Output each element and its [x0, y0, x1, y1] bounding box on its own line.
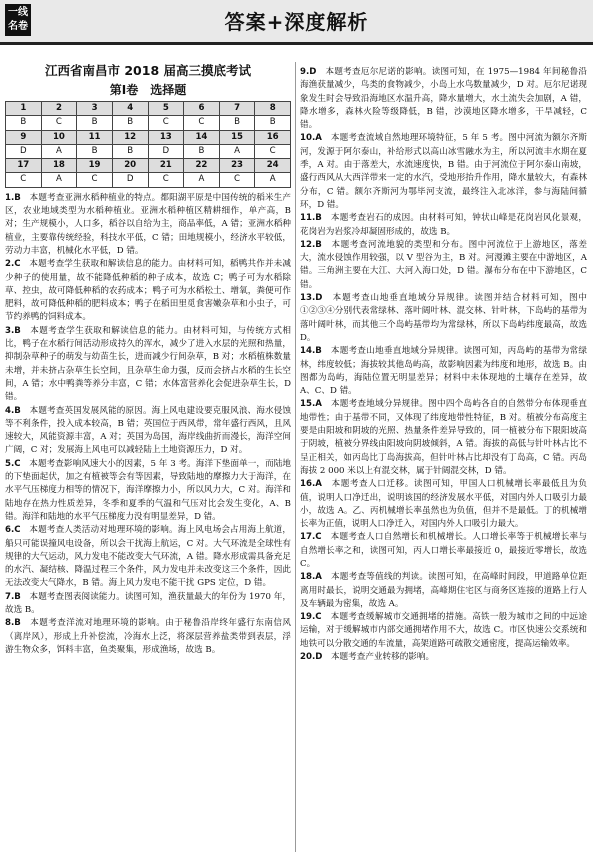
- item-text: 本题考查等值线的判读。读图可知，在高峰时间段，甲道路单位距离用时最长，说明交通最为拥堵，高峰期住宅区与商务区连接的道路上行人及车辆最为密集，故选 A。: [300, 572, 587, 609]
- item-text: 本题考查岩石的成因。由材料可知，钟状山峰是花岗岩风化景观，花岗岩为岩浆冷却凝固形成的，故选 B。: [300, 213, 587, 237]
- question-number-cell: 4: [112, 102, 148, 116]
- answer-cell: D: [6, 144, 42, 158]
- explanation-item: [300, 292, 587, 345]
- item-number: 20.D: [300, 652, 323, 663]
- item-text: 本题考查英国发展风能的原因。海上风电建设要克服风浪、海水侵蚀等不利条件，投入成本较高，B 错；英国位于西风带，常年盛行西风，且风速较大，风能资源丰富，A 对；英国为岛国，海岸线曲折而漫长，海洋空间广阔，C 对；发展海上风电可以减轻陆上土地资源压力，D 对。: [5, 405, 291, 456]
- item-text: 本题考查地域分异规律。图中四个岛屿各自的自然带分布体现垂直地带性；由于基带不同，又体现了纬度地带性特征，B 对。植被分布高度主要是由阳坡和阴坡的光照、热量条件差异导致的，同一植被分布下限阳坡高于阴坡，植被分界线由阳坡向阴坡倾斜，A 错。海拔的高低与针叶林占比不呈正相关，如丙岛比丁岛海拔高，但针叶林占比却没有丁岛高，C 错。丙岛海拔 2 000 米以上有混交林，属于针阔混交林，D 错。: [300, 399, 587, 476]
- right-column: [300, 66, 587, 664]
- item-number: 5.C: [5, 458, 21, 469]
- item-number: 2.C: [5, 259, 21, 270]
- explanation-item: [5, 617, 291, 657]
- answer-cell: C: [255, 144, 291, 158]
- answer-cell: B: [6, 116, 42, 130]
- question-number-cell: 16: [255, 130, 291, 144]
- answer-cell: B: [255, 116, 291, 130]
- answer-cell: B: [77, 144, 113, 158]
- question-number-cell: 10: [41, 130, 77, 144]
- answer-number-row: [6, 130, 291, 144]
- question-number-cell: 13: [148, 130, 184, 144]
- question-number-cell: 12: [112, 130, 148, 144]
- answer-key-row: [6, 116, 291, 130]
- answer-cell: C: [6, 173, 42, 187]
- badge-line-1: 一线: [8, 7, 28, 18]
- explanation-item: [300, 398, 587, 478]
- answer-cell: B: [219, 116, 255, 130]
- explanation-item: [300, 239, 587, 292]
- question-number-cell: 18: [41, 159, 77, 173]
- item-number: 12.B: [300, 239, 322, 250]
- exam-title: 江西省南昌市 2018 届高三摸底考试: [45, 63, 251, 78]
- item-text: 本题考查洋流对地理环境的影响。由于秘鲁沿岸终年盛行东南信风（离岸风），形成上升补偿流，冷海水上泛，将深层营养盐类带到表层，浮游生物众多，饵料丰富，鱼类聚集，形成渔场，故选 B。: [5, 618, 291, 655]
- column-divider: [295, 62, 296, 852]
- question-number-cell: 14: [184, 130, 220, 144]
- question-number-cell: 24: [255, 159, 291, 173]
- item-number: 11.B: [300, 213, 322, 224]
- item-text: 本题考查河流地貌的类型和分布。图中河流位于上游地区，落差大，流水侵蚀作用较强，以 V 型谷为主，B 对。河漫滩主要在中游地区，A 错。三角洲主要在大江、大河入海口处，D 错。瀑布分布在中下游地区，C 错。: [300, 239, 587, 290]
- explanation-item: [5, 524, 291, 590]
- item-text: 本题考查亚洲水稻种植业的特点。都阳湖平原是中国传统的稻米生产区，农业地域类型为水稻种植业。亚洲水稻种植区精耕细作，单产高，B 对；生产规模小，人口多，稻谷以自给为主，商品率低，A 错；亚洲水稻种植业，主要靠传统经验，科技水平低，C 错；田地规模小，经济水平较低，劳动力丰富，机械化水平低，D 错。: [5, 192, 291, 256]
- answer-key-row: [6, 144, 291, 158]
- question-number-cell: 7: [219, 102, 255, 116]
- question-number-cell: 23: [219, 159, 255, 173]
- answer-cell: B: [112, 116, 148, 130]
- answer-cell: C: [219, 173, 255, 187]
- explanation-item: [300, 611, 587, 651]
- item-text: 本题考查图表阅读能力。读图可知，渔获量最大的年份为 1970 年，故选 B。: [5, 591, 291, 615]
- item-text: 本题考查流域自然地理环境特征，5 年 5 考。图中河流为额尔齐斯河，发源于阿尔泰山，补给形式以高山冰雪融水为主，所以河流丰水期在夏季，A 对。由于落差大，水流速度快，B 错。由于河流位于阿尔泰山南坡，盛行西风从大西洋带来一定的水汽，受地形抬升作用，降水量较大，有森林分布，C 错。额尔齐斯河为鄂毕河支流，最终注入北冰洋，参与海陆间循环，D 错。: [300, 133, 587, 210]
- answer-cell: C: [77, 173, 113, 187]
- explanation-item: [300, 132, 587, 212]
- answer-cell: A: [255, 173, 291, 187]
- question-number-cell: 19: [77, 159, 113, 173]
- item-text: 本题考查学生获取和解读信息的能力。由材料可知，与传统方式相比，鸭子在水稻行间活动形成持久的浑水，减少了进入水层的光照和热量，抑制杂草种子的萌发与幼苗生长，进而减少行间杂草，B 对；水稻植株数量未增，并未挤占杂草生长空间，且杂草生命力强，反而会挤占水稻的生长空间，A 错；水中鸭粪等养分丰富，C 错；水体富营养化会促进杂草生长，D 错。: [5, 325, 291, 403]
- item-text: 本题考查山地垂直地域分异规律。读图可知，丙岛屿的基带为常绿林，纬度较低；海拔较其他岛屿高，故影响因素为纬度和地形，故选 B。由图都为岛屿，海陆位置无明显差异；材料中未体现地的土壤存在差异，故 A、C、D 错。: [300, 346, 587, 397]
- item-number: 6.C: [5, 525, 21, 536]
- question-number-cell: 20: [112, 159, 148, 173]
- question-number-cell: 22: [184, 159, 220, 173]
- badge-line-2: 名卷: [8, 21, 28, 32]
- item-number: 17.C: [300, 532, 322, 543]
- item-text: 本题考查产业转移的影响。: [322, 652, 435, 663]
- answer-cell: D: [148, 144, 184, 158]
- item-number: 19.C: [300, 612, 322, 623]
- item-text: 本题考查山地垂直地域分异规律。读图并结合材料可知，图中①②③④分别代表常绿林、落叶阔叶林、混交林、针叶林，下岛屿的基带为落叶阔叶林，而其他三个岛屿基带均为常绿林，所以下岛屿纬度最高，故选 D。: [300, 293, 587, 343]
- item-number: 1.B: [5, 192, 21, 203]
- item-text: 本题考查影响风速大小的因素，5 年 3 考。海洋下垫面单一，而陆地的下垫面起伏，加之有植被等会有等因素，导致陆地的摩擦力大于海洋，在水平气压梯度力相等的情况下，海洋摩擦力小，所以风力大，C 对。海洋和陆地存在热力性质差异，冬季和夏季的气温和气压对比会发生变化，A、B 错。海洋和陆地的水平气压梯度力没有明显差异，D 错。: [5, 458, 291, 522]
- explanation-item: [5, 192, 291, 258]
- question-number-cell: 17: [6, 159, 42, 173]
- question-number-cell: 3: [77, 102, 113, 116]
- explanation-item: [5, 591, 291, 618]
- answer-key-row: [6, 173, 291, 187]
- item-number: 13.D: [300, 293, 323, 304]
- answer-cell: C: [148, 173, 184, 187]
- item-number: 7.B: [5, 591, 21, 602]
- answer-cell: C: [148, 116, 184, 130]
- left-explanations: [5, 192, 291, 657]
- item-number: 14.B: [300, 346, 322, 357]
- page-title: 答案+深度解析: [224, 10, 369, 34]
- left-column: [5, 62, 291, 657]
- item-number: 3.B: [5, 325, 21, 336]
- explanation-item: [5, 325, 291, 405]
- question-number-cell: 8: [255, 102, 291, 116]
- header-rule: [0, 42, 593, 45]
- explanation-item: [300, 571, 587, 611]
- section-title: 第Ⅰ卷 选择题: [109, 83, 187, 97]
- question-number-cell: 11: [77, 130, 113, 144]
- item-text: 本题考查人口迁移。读图可知，甲国人口机械增长率最低且为负值，说明人口净迁出，说明该国的经济发展水平低，对国内外人口吸引力最小，故选 A。乙、丙机械增长率虽然也为负值，但并不是最低。丁的机械增长率为正值，说明人口净迁入，对国内外人口吸引力最大。: [300, 479, 587, 530]
- item-number: 16.A: [300, 479, 322, 490]
- question-number-cell: 5: [148, 102, 184, 116]
- item-text: 本题考查人口自然增长和机械增长。人口增长率等于机械增长率与自然增长率之和，读图可知，丙人口增长率最接近 0，最接近零增长，故选 C。: [300, 532, 587, 569]
- item-number: 15.A: [300, 399, 322, 410]
- explanation-item: [300, 66, 587, 132]
- explanation-item: [300, 478, 587, 531]
- item-text: 本题考查厄尔尼诺的影响。读图可知，在 1975—1984 年间秘鲁沿海渔获量减少，鸟类的食物减少，小岛上水鸟数量减少，D 对。厄尔尼诺现象发生时会导致沿海地区水温升高，降水量增大，水土流失会加剧，A 错，降水增多，森林火险等级降低，B 错，沙漠地区降水增多，干旱减轻，C 错。: [300, 67, 587, 131]
- answer-number-row: [6, 159, 291, 173]
- item-number: 8.B: [5, 618, 21, 629]
- item-text: 本题考查缓解城市交通拥堵的措施。高铁一般为城市之间的中远途运输，对于缓解城市内部交通拥堵作用不大，故选 C。市区快速公交系统和地铁可以分散交通的车流量，高架道路可疏散交通密度，提高运输效率。: [300, 612, 587, 649]
- explanation-item: [5, 458, 291, 524]
- item-text: 本题考查学生获取和解读信息的能力。由材料可知，稻鸭共作并未减少种子的使用量，故不能降低种稻的种子成本，故选 C；鸭子可为水稻除草、控虫，故可降低种稻的农药成本；鸭子可为水稻松土、增氧，粪便可作肥料，故可降低种稻的肥料成本；鸭子在稻田里觅食害嫩杂草和小虫子，可节约养鸭的饲料成本。: [5, 259, 291, 323]
- item-number: 9.D: [300, 67, 317, 77]
- explanation-item: [300, 212, 587, 239]
- answer-cell: B: [77, 116, 113, 130]
- answer-cell: B: [112, 144, 148, 158]
- question-number-cell: 15: [219, 130, 255, 144]
- answer-cell: D: [112, 173, 148, 187]
- item-number: 4.B: [5, 405, 21, 416]
- question-number-cell: 2: [41, 102, 77, 116]
- answer-cell: A: [41, 173, 77, 187]
- question-number-cell: 21: [148, 159, 184, 173]
- answer-cell: C: [184, 116, 220, 130]
- item-number: 18.A: [300, 572, 322, 583]
- explanation-item: [5, 258, 291, 324]
- item-number: 10.A: [300, 133, 322, 144]
- answer-cell: A: [184, 173, 220, 187]
- answer-cell: B: [184, 144, 220, 158]
- explanation-item: [300, 345, 587, 398]
- right-explanations: [300, 66, 587, 664]
- answer-table: [5, 101, 291, 188]
- answer-cell: A: [219, 144, 255, 158]
- answer-cell: A: [41, 144, 77, 158]
- question-number-cell: 1: [6, 102, 42, 116]
- explanation-item: [300, 531, 587, 571]
- explanation-item: [300, 651, 587, 664]
- answer-number-row: [6, 102, 291, 116]
- explanation-item: [5, 405, 291, 458]
- answer-cell: C: [41, 116, 77, 130]
- question-number-cell: 9: [6, 130, 42, 144]
- item-text: 本题考查人类活动对地理环境的影响。海上风电场会占用海上航道，船只可能误撞风电设备，所以会干扰海上航运，C 对。大气环流是全球性有规律的大气运动，风力发电不能改变大气环流，A 错。降水形成需具备充足的水汽、凝结核、降温过程三个条件，风力发电并未改变这三个条件，因此无法改变大气降水，B 错。海上风力发电不能干扰 GPS 定位，D 错。: [5, 525, 291, 589]
- question-number-cell: 6: [184, 102, 220, 116]
